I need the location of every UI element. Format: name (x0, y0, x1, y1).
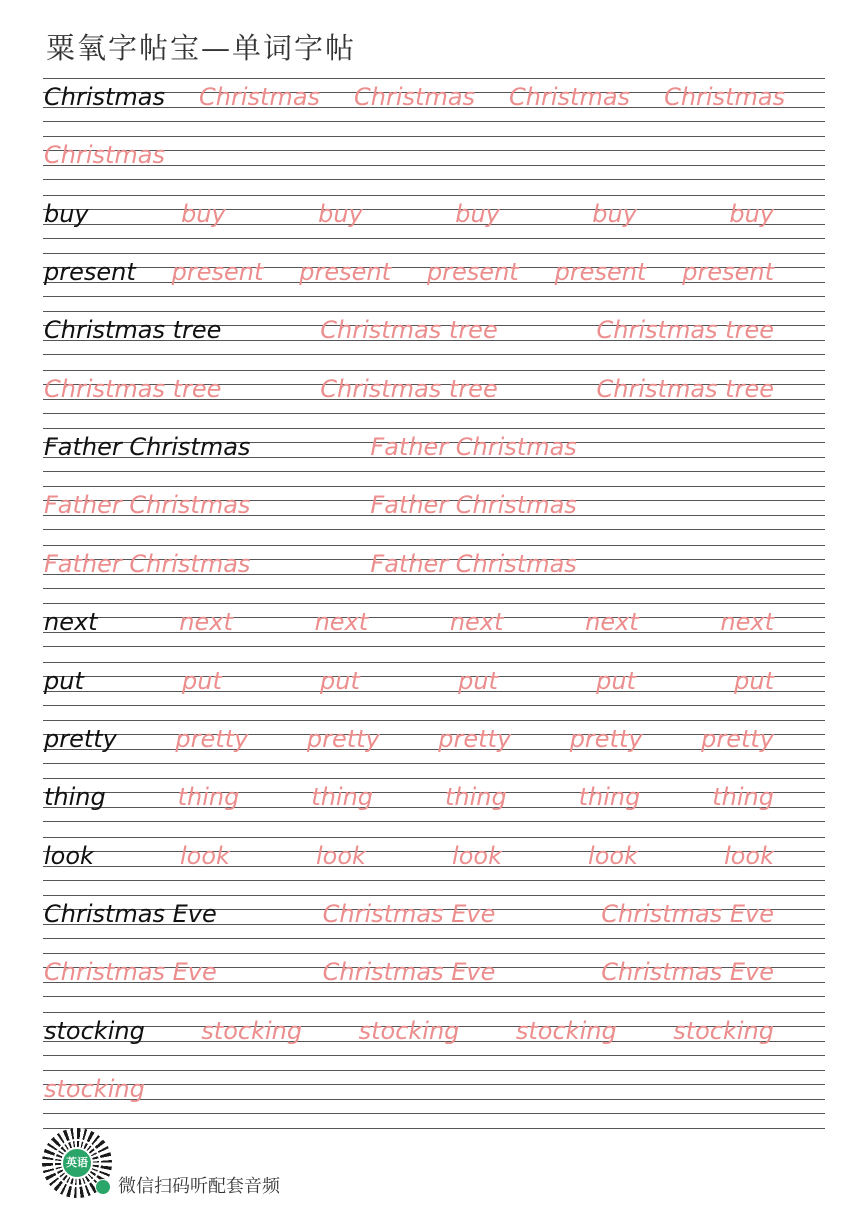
trace-word: Christmas tree (44, 374, 222, 403)
guide-rule (43, 617, 825, 618)
trace-word: put (596, 666, 636, 695)
trace-word: Christmas (44, 141, 166, 170)
guide-rule (43, 778, 825, 779)
guide-rule (43, 1070, 825, 1071)
trace-word: stocking (201, 1016, 303, 1045)
trace-word: stocking (515, 1016, 617, 1045)
model-word: next (44, 608, 98, 637)
guide-rule (43, 646, 825, 647)
guide-rule (43, 1113, 825, 1114)
guide-rule (43, 792, 825, 793)
model-word: Christmas Eve (44, 899, 217, 928)
practice-row (43, 136, 825, 194)
trace-word: Father Christmas (44, 549, 251, 578)
model-word: look (44, 841, 94, 870)
practice-row (43, 662, 825, 720)
practice-row (43, 953, 825, 1011)
guide-rule (43, 253, 825, 254)
guide-rule (43, 238, 825, 239)
trace-word: stocking (673, 1016, 774, 1045)
trace-word: pretty (701, 724, 774, 753)
trace-word: stocking (358, 1016, 460, 1045)
model-word: Christmas tree (44, 316, 222, 345)
guide-rule (43, 676, 825, 677)
trace-word: Christmas (354, 83, 476, 111)
trace-word: Christmas tree (596, 316, 774, 345)
trace-word: next (720, 608, 774, 637)
wechat-qr-code-icon[interactable] (42, 1128, 112, 1198)
guide-rule (43, 529, 825, 530)
trace-word: Father Christmas (44, 491, 251, 520)
model-word: pretty (44, 724, 117, 753)
trace-word: put (734, 666, 774, 695)
practice-row (43, 486, 825, 544)
model-word: Father Christmas (44, 433, 251, 462)
baseline-rule (43, 807, 825, 808)
trace-word: Christmas Eve (601, 958, 774, 987)
trace-word: look (316, 841, 366, 870)
trace-word: Christmas Eve (601, 899, 774, 928)
trace-word: Father Christmas (370, 491, 577, 520)
trace-word: Father Christmas (370, 433, 577, 462)
trace-word: present (299, 258, 392, 287)
trace-word: Christmas (664, 83, 786, 111)
footer (40, 1126, 440, 1198)
guide-rule (43, 821, 825, 822)
trace-word: Christmas tree (320, 374, 498, 403)
guide-rule (43, 413, 825, 414)
practice-row (43, 778, 825, 836)
trace-word: put (320, 666, 360, 695)
trace-word: look (180, 841, 230, 870)
guide-rule (43, 1012, 825, 1013)
trace-word: put (458, 666, 498, 695)
guide-rule (43, 195, 825, 196)
guide-rule (43, 938, 825, 939)
trace-word: next (585, 608, 639, 637)
model-word: put (44, 666, 84, 695)
guide-rule (43, 370, 825, 371)
practice-row (43, 428, 825, 486)
practice-row (43, 1070, 825, 1128)
guide-rule (43, 121, 825, 122)
trace-word: look (452, 841, 502, 870)
guide-rule (43, 136, 825, 137)
trace-word: pretty (438, 724, 512, 753)
guide-rule (43, 545, 825, 546)
trace-word: present (682, 258, 774, 287)
practice-row (43, 195, 825, 253)
trace-word: Christmas tree (596, 374, 774, 403)
trace-word: buy (181, 199, 226, 228)
writing-sheet (43, 0, 825, 1227)
trace-word: thing (578, 783, 641, 812)
trace-word: pretty (569, 724, 643, 753)
trace-word: next (449, 608, 504, 637)
guide-rule (43, 851, 825, 852)
trace-word: next (314, 608, 369, 637)
guide-rule (43, 720, 825, 721)
practice-row (43, 311, 825, 369)
guide-rule (43, 354, 825, 355)
baseline-rule (43, 224, 825, 225)
guide-rule (43, 837, 825, 838)
guide-rule (43, 603, 825, 604)
page-title: 粟氧字帖宝—单词字帖 (46, 31, 357, 65)
model-word: stocking (44, 1016, 145, 1045)
model-word: buy (44, 199, 89, 228)
guide-rule (43, 78, 825, 79)
baseline-rule (43, 691, 825, 692)
guide-rule (43, 996, 825, 997)
trace-word: put (182, 666, 222, 695)
trace-word: Christmas (509, 83, 631, 111)
practice-row (43, 720, 825, 778)
trace-word: Christmas Eve (322, 958, 496, 987)
trace-word: buy (729, 199, 774, 228)
guide-rule (43, 1055, 825, 1056)
qr-badge-icon (95, 1179, 111, 1195)
practice-row (43, 253, 825, 311)
model-word: present (44, 258, 136, 287)
practice-row (43, 545, 825, 603)
trace-word: thing (311, 783, 374, 812)
guide-rule (43, 895, 825, 896)
guide-rule (43, 209, 825, 210)
guide-rule (43, 311, 825, 312)
guide-rule (43, 588, 825, 589)
trace-word: Father Christmas (370, 549, 577, 578)
practice-row (43, 895, 825, 953)
trace-word: buy (318, 199, 363, 228)
trace-word: look (588, 841, 638, 870)
trace-word: next (179, 608, 233, 637)
model-word: thing (44, 783, 106, 812)
trace-word: look (724, 841, 774, 870)
guide-rule (43, 471, 825, 472)
trace-word: Christmas tree (320, 316, 498, 345)
scan-instruction: 微信扫码听配套音频 (118, 1176, 280, 1197)
guide-rule (43, 763, 825, 764)
practice-row (43, 837, 825, 895)
practice-row (43, 603, 825, 661)
qr-center-label: 英语 (61, 1147, 93, 1179)
trace-word: stocking (44, 1074, 145, 1103)
guide-rule (43, 880, 825, 881)
trace-word: buy (455, 199, 500, 228)
guide-rule (43, 296, 825, 297)
guide-rule (43, 953, 825, 954)
trace-word: thing (444, 783, 507, 812)
trace-word: thing (177, 783, 240, 812)
guide-rule (43, 428, 825, 429)
trace-word: present (554, 258, 647, 287)
guide-rule (43, 179, 825, 180)
guide-rule (43, 486, 825, 487)
guide-rule (43, 705, 825, 706)
trace-word: thing (712, 783, 774, 812)
trace-word: Christmas (199, 83, 321, 111)
guide-rule (43, 662, 825, 663)
baseline-rule (43, 1099, 825, 1100)
trace-word: present (171, 258, 264, 287)
baseline-rule (43, 866, 825, 867)
trace-word: Christmas Eve (44, 958, 217, 987)
trace-word: pretty (306, 724, 380, 753)
practice-row (43, 1012, 825, 1070)
trace-word: Christmas Eve (322, 899, 496, 928)
practice-row (43, 370, 825, 428)
model-word: Christmas (44, 83, 166, 111)
baseline-rule (43, 632, 825, 633)
trace-word: present (426, 258, 519, 287)
trace-word: buy (592, 199, 637, 228)
trace-word: pretty (175, 724, 249, 753)
practice-row (43, 78, 825, 136)
guide-rule (43, 1084, 825, 1085)
